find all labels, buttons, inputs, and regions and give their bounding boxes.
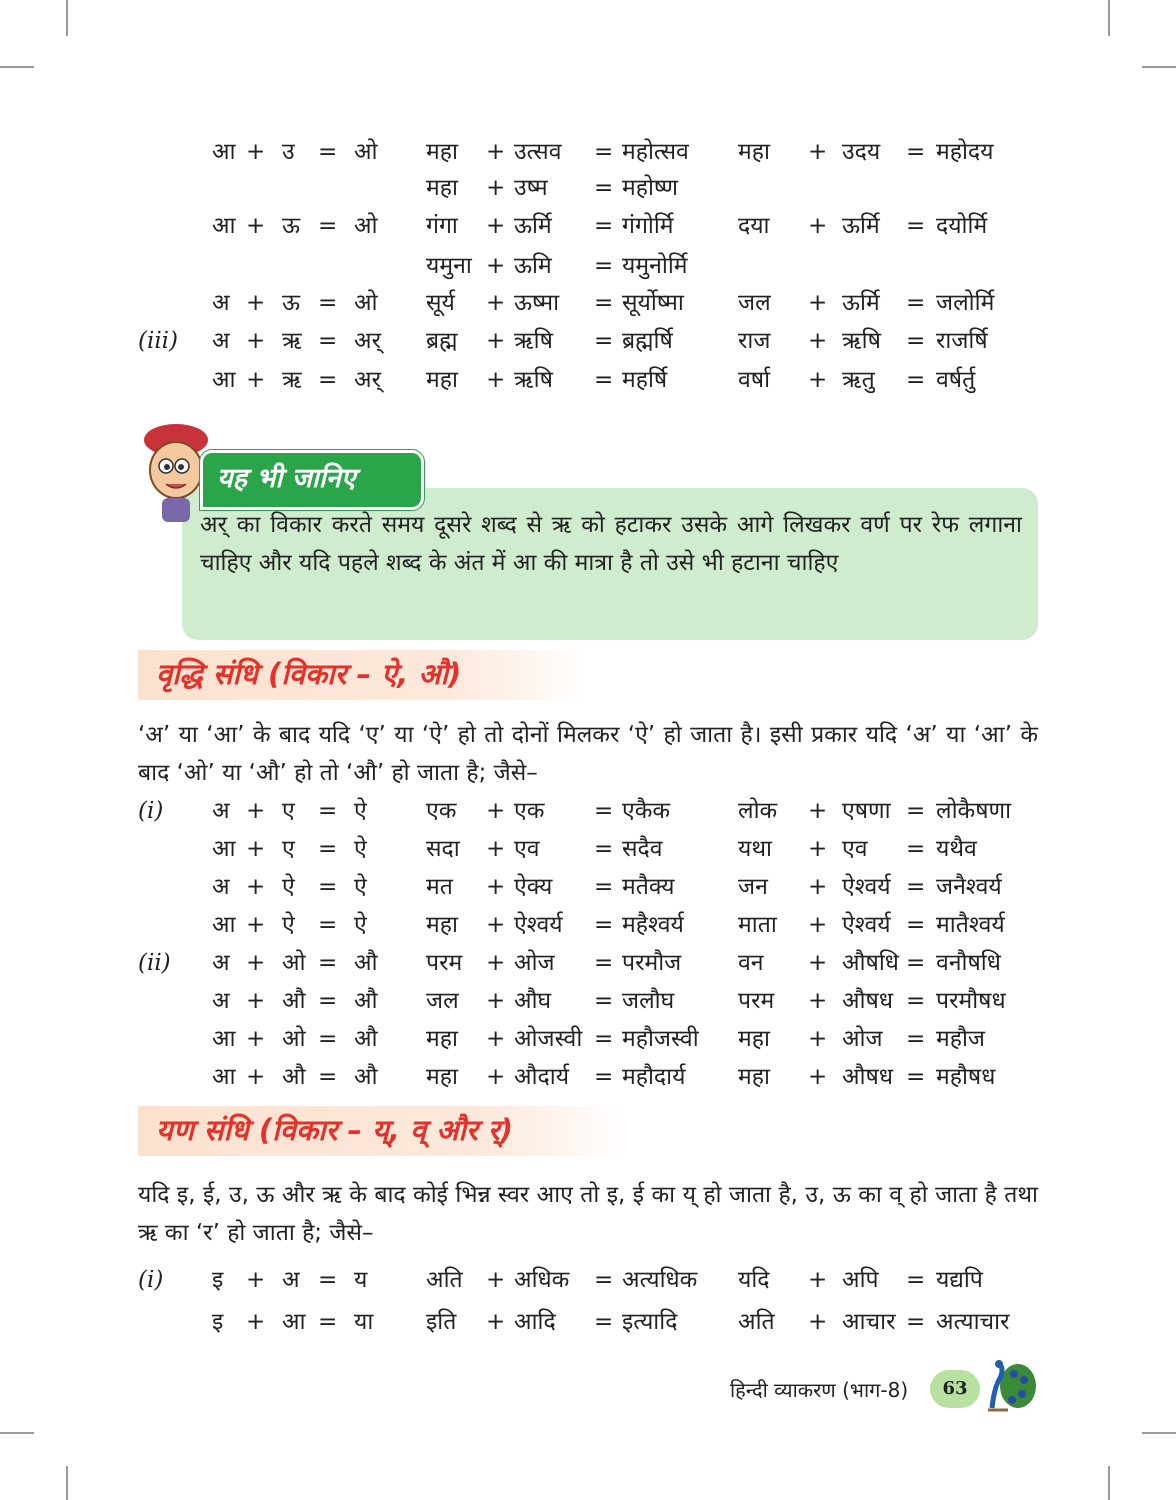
result-vowel: य bbox=[354, 1267, 368, 1293]
vowel-2: अ bbox=[282, 1267, 300, 1293]
compound-word: अत्यधिक bbox=[622, 1267, 698, 1293]
equals-sign: = bbox=[906, 290, 926, 316]
word-4: औषध bbox=[842, 988, 893, 1014]
word-1: इति bbox=[426, 1309, 457, 1335]
example-row bbox=[0, 248, 1100, 284]
word-3: वन bbox=[738, 950, 764, 976]
compound-word: दयोर्मि bbox=[936, 213, 988, 239]
example-row bbox=[0, 134, 1100, 170]
vowel-2: ऊ bbox=[282, 290, 301, 316]
equals-sign: = bbox=[906, 950, 926, 976]
plus-sign: + bbox=[486, 175, 506, 201]
plus-sign: + bbox=[246, 1309, 266, 1335]
plus-sign: + bbox=[486, 950, 506, 976]
plus-sign: + bbox=[486, 798, 506, 824]
vowel-1: आ bbox=[212, 1026, 236, 1052]
word-4: ऊर्मि bbox=[842, 290, 880, 316]
note-tag bbox=[200, 450, 424, 510]
compound-word: गंगोर्मि bbox=[622, 213, 674, 239]
equals-sign: = bbox=[318, 1309, 338, 1335]
compound-word: महौज bbox=[936, 1026, 985, 1052]
vowel-1: आ bbox=[212, 1064, 236, 1090]
compound-word: लोकैषणा bbox=[936, 798, 1012, 824]
word-3: दया bbox=[738, 213, 770, 239]
word-4: ऊर्मि bbox=[842, 213, 880, 239]
compound-word: यद्यपि bbox=[936, 1267, 983, 1293]
result-vowel: ओ bbox=[354, 139, 378, 165]
vowel-2: ए bbox=[282, 836, 295, 862]
example-row bbox=[0, 793, 1100, 829]
yan-heading: यण संधि (विकार – य्, व् और र्) bbox=[156, 1113, 514, 1147]
compound-word: परमौषध bbox=[936, 988, 1006, 1014]
equals-sign: = bbox=[906, 912, 926, 938]
word-2: आदि bbox=[514, 1309, 556, 1335]
note-text: अर् का विकार करते समय दूसरे शब्द से ऋ को हटाकर उसके आगे लिखकर वर्ण पर रेफ लगाना चाहिए और यदि पहले शब्द के अंत में आ की मात्रा है तो उसे भी हटाना चाहिए bbox=[200, 512, 1022, 576]
crop-mark bbox=[0, 1432, 34, 1434]
result-vowel: अर् bbox=[354, 367, 381, 393]
compound-word: यथैव bbox=[936, 836, 977, 862]
word-4: ऋषि bbox=[842, 328, 881, 354]
equals-sign: = bbox=[906, 988, 926, 1014]
plus-sign: + bbox=[808, 328, 828, 354]
word-4: ओज bbox=[842, 1026, 883, 1052]
word-4: एषणा bbox=[842, 798, 891, 824]
crop-mark bbox=[1108, 0, 1110, 36]
equals-sign: = bbox=[906, 798, 926, 824]
equals-sign: = bbox=[318, 139, 338, 165]
plus-sign: + bbox=[246, 213, 266, 239]
plus-sign: + bbox=[246, 988, 266, 1014]
example-row bbox=[0, 1262, 1100, 1298]
equals-sign: = bbox=[906, 139, 926, 165]
vriddhi-intro: ‘अ’ या ‘आ’ के बाद यदि ‘ए’ या ‘ऐ’ हो तो दोनों मिलकर ‘ऐ’ हो जाता है। इसी प्रकार यदि ‘अ’ या ‘आ’ के बाद ‘ओ’ या ‘औ’ हो तो ‘औ’ हो जाता है; जैसे– bbox=[138, 722, 1038, 786]
word-4: एव bbox=[842, 836, 868, 862]
equals-sign: = bbox=[906, 836, 926, 862]
vowel-2: ओ bbox=[282, 950, 306, 976]
compound-word: सूर्योष्मा bbox=[622, 290, 684, 316]
example-row bbox=[0, 323, 1100, 359]
compound-word: सदैव bbox=[622, 836, 663, 862]
word-2: उष्म bbox=[514, 175, 548, 201]
equals-sign: = bbox=[594, 912, 614, 938]
vowel-2: ऋ bbox=[282, 328, 302, 354]
vowel-2: औ bbox=[282, 988, 306, 1014]
vowel-1: इ bbox=[212, 1267, 224, 1293]
word-2: ऊर्मि bbox=[514, 213, 552, 239]
plus-sign: + bbox=[246, 290, 266, 316]
crop-mark bbox=[66, 0, 68, 36]
equals-sign: = bbox=[906, 1064, 926, 1090]
plus-sign: + bbox=[246, 836, 266, 862]
plus-sign: + bbox=[808, 1309, 828, 1335]
vowel-2: ऊ bbox=[282, 213, 301, 239]
yan-intro: यदि इ, ई, उ, ऊ और ऋ के बाद कोई भिन्न स्वर आए तो इ, ई का य् हो जाता है, उ, ऊ का व् हो जाता है तथा ऋ का ‘र’ हो जाता है; जैसे– bbox=[138, 1182, 1038, 1246]
result-vowel: या bbox=[354, 1309, 374, 1335]
word-1: महा bbox=[426, 175, 458, 201]
crop-mark bbox=[0, 66, 34, 68]
word-4: ऐश्वर्य bbox=[842, 912, 891, 938]
word-3: महा bbox=[738, 139, 770, 165]
example-row bbox=[0, 170, 1100, 206]
result-vowel: अर् bbox=[354, 328, 381, 354]
vowel-1: आ bbox=[212, 912, 236, 938]
equals-sign: = bbox=[906, 1309, 926, 1335]
equals-sign: = bbox=[594, 213, 614, 239]
vowel-1: इ bbox=[212, 1309, 224, 1335]
word-3: यदि bbox=[738, 1267, 770, 1293]
plus-sign: + bbox=[246, 367, 266, 393]
section-heading-box bbox=[138, 650, 586, 700]
crop-mark bbox=[66, 1466, 68, 1500]
equals-sign: = bbox=[906, 874, 926, 900]
compound-word: राजर्षि bbox=[936, 328, 988, 354]
plus-sign: + bbox=[808, 367, 828, 393]
equals-sign: = bbox=[906, 213, 926, 239]
example-row bbox=[0, 869, 1100, 905]
example-row bbox=[0, 1059, 1100, 1095]
word-1: महा bbox=[426, 912, 458, 938]
word-4: ऋतु bbox=[842, 367, 875, 393]
plus-sign: + bbox=[486, 213, 506, 239]
plus-sign: + bbox=[486, 836, 506, 862]
compound-word: वनौषधि bbox=[936, 950, 1001, 976]
equals-sign: = bbox=[318, 836, 338, 862]
compound-word: परमौज bbox=[622, 950, 682, 976]
word-1: महा bbox=[426, 1064, 458, 1090]
plus-sign: + bbox=[486, 253, 506, 279]
roman-numeral: (i) bbox=[138, 1267, 164, 1293]
compound-word: वर्षर्तु bbox=[936, 367, 976, 393]
word-1: जल bbox=[426, 988, 459, 1014]
word-2: ऋषि bbox=[514, 367, 553, 393]
compound-word: मातैश्वर्य bbox=[936, 912, 1005, 938]
word-3: महा bbox=[738, 1064, 770, 1090]
equals-sign: = bbox=[594, 328, 614, 354]
word-4: आचार bbox=[842, 1309, 896, 1335]
plus-sign: + bbox=[808, 988, 828, 1014]
compound-word: जलोर्मि bbox=[936, 290, 995, 316]
word-3: माता bbox=[738, 912, 777, 938]
plus-sign: + bbox=[246, 912, 266, 938]
word-2: औदार्य bbox=[514, 1064, 570, 1090]
plus-sign: + bbox=[486, 1267, 506, 1293]
plus-sign: + bbox=[246, 1267, 266, 1293]
compound-word: महर्षि bbox=[622, 367, 668, 393]
note-box bbox=[182, 488, 1038, 640]
equals-sign: = bbox=[318, 213, 338, 239]
equals-sign: = bbox=[318, 1267, 338, 1293]
equals-sign: = bbox=[318, 290, 338, 316]
result-vowel: ऐ bbox=[354, 836, 367, 862]
word-3: जन bbox=[738, 874, 768, 900]
word-3: राज bbox=[738, 328, 771, 354]
result-vowel: औ bbox=[354, 1064, 378, 1090]
plus-sign: + bbox=[246, 139, 266, 165]
page-number: 63 bbox=[930, 1370, 980, 1408]
plus-sign: + bbox=[808, 213, 828, 239]
plus-sign: + bbox=[808, 139, 828, 165]
word-1: परम bbox=[426, 950, 463, 976]
plus-sign: + bbox=[486, 874, 506, 900]
vowel-2: ओ bbox=[282, 1026, 306, 1052]
word-1: ब्रह्म bbox=[426, 328, 458, 354]
word-1: महा bbox=[426, 367, 458, 393]
vowel-1: आ bbox=[212, 836, 236, 862]
word-2: ऊमि bbox=[514, 253, 552, 279]
vowel-1: अ bbox=[212, 874, 230, 900]
example-row bbox=[0, 983, 1100, 1019]
word-2: ऐक्य bbox=[514, 874, 553, 900]
vowel-1: आ bbox=[212, 213, 236, 239]
note-title: यह भी जानिए bbox=[217, 463, 356, 494]
vowel-2: ए bbox=[282, 798, 295, 824]
word-3: परम bbox=[738, 988, 775, 1014]
vowel-1: आ bbox=[212, 367, 236, 393]
equals-sign: = bbox=[906, 1267, 926, 1293]
compound-word: महैश्वर्य bbox=[622, 912, 684, 938]
word-1: सूर्य bbox=[426, 290, 455, 316]
result-vowel: औ bbox=[354, 988, 378, 1014]
example-row bbox=[0, 362, 1100, 398]
equals-sign: = bbox=[906, 367, 926, 393]
vriddhi-heading: वृद्धि संधि (विकार – ऐ, औ) bbox=[156, 657, 462, 691]
example-row bbox=[0, 1304, 1100, 1340]
plus-sign: + bbox=[246, 950, 266, 976]
compound-word: महौजस्वी bbox=[622, 1026, 699, 1052]
result-vowel: ऐ bbox=[354, 912, 367, 938]
word-3: अति bbox=[738, 1309, 775, 1335]
word-2: औघ bbox=[514, 988, 552, 1014]
word-3: जल bbox=[738, 290, 771, 316]
result-vowel: ऐ bbox=[354, 874, 367, 900]
word-2: एक bbox=[514, 798, 545, 824]
crop-mark bbox=[1108, 1466, 1110, 1500]
equals-sign: = bbox=[594, 836, 614, 862]
plus-sign: + bbox=[808, 912, 828, 938]
example-row bbox=[0, 1021, 1100, 1057]
compound-word: महोत्सव bbox=[622, 139, 689, 165]
vowel-1: अ bbox=[212, 798, 230, 824]
equals-sign: = bbox=[318, 988, 338, 1014]
plus-sign: + bbox=[246, 798, 266, 824]
vowel-2: आ bbox=[282, 1309, 306, 1335]
equals-sign: = bbox=[318, 1026, 338, 1052]
example-row bbox=[0, 945, 1100, 981]
roman-numeral: (i) bbox=[138, 798, 164, 824]
compound-word: एकैक bbox=[622, 798, 671, 824]
equals-sign: = bbox=[594, 798, 614, 824]
vowel-2: ऐ bbox=[282, 912, 295, 938]
word-2: ऋषि bbox=[514, 328, 553, 354]
equals-sign: = bbox=[594, 367, 614, 393]
vowel-1: अ bbox=[212, 290, 230, 316]
compound-word: इत्यादि bbox=[622, 1309, 678, 1335]
roman-numeral: (ii) bbox=[138, 950, 171, 976]
plus-sign: + bbox=[486, 1064, 506, 1090]
compound-word: जलौघ bbox=[622, 988, 675, 1014]
equals-sign: = bbox=[594, 1026, 614, 1052]
word-1: महा bbox=[426, 1026, 458, 1052]
equals-sign: = bbox=[906, 1026, 926, 1052]
example-row bbox=[0, 285, 1100, 321]
compound-word: महौदार्य bbox=[622, 1064, 686, 1090]
equals-sign: = bbox=[318, 1064, 338, 1090]
compound-word: मतैक्य bbox=[622, 874, 675, 900]
plus-sign: + bbox=[808, 874, 828, 900]
compound-word: महोष्ण bbox=[622, 175, 678, 201]
plus-sign: + bbox=[486, 328, 506, 354]
equals-sign: = bbox=[594, 874, 614, 900]
example-row bbox=[0, 831, 1100, 867]
result-vowel: ऐ bbox=[354, 798, 367, 824]
equals-sign: = bbox=[594, 950, 614, 976]
word-4: उदय bbox=[842, 139, 881, 165]
equals-sign: = bbox=[318, 798, 338, 824]
equals-sign: = bbox=[594, 253, 614, 279]
equals-sign: = bbox=[594, 139, 614, 165]
equals-sign: = bbox=[318, 950, 338, 976]
word-2: ओजस्वी bbox=[514, 1026, 583, 1052]
equals-sign: = bbox=[594, 1309, 614, 1335]
compound-word: महौषध bbox=[936, 1064, 996, 1090]
peacock-icon bbox=[978, 1358, 1038, 1414]
plus-sign: + bbox=[808, 798, 828, 824]
result-vowel: औ bbox=[354, 1026, 378, 1052]
word-2: उत्सव bbox=[514, 139, 562, 165]
plus-sign: + bbox=[246, 1026, 266, 1052]
plus-sign: + bbox=[246, 328, 266, 354]
plus-sign: + bbox=[246, 1064, 266, 1090]
word-1: सदा bbox=[426, 836, 460, 862]
equals-sign: = bbox=[594, 988, 614, 1014]
equals-sign: = bbox=[594, 290, 614, 316]
book-title: हिन्दी व्याकरण (भाग-8) bbox=[730, 1378, 909, 1402]
compound-word: यमुनोर्मि bbox=[622, 253, 688, 279]
equals-sign: = bbox=[594, 1064, 614, 1090]
word-4: अपि bbox=[842, 1267, 879, 1293]
vowel-2: उ bbox=[282, 139, 295, 165]
plus-sign: + bbox=[486, 139, 506, 165]
result-vowel: औ bbox=[354, 950, 378, 976]
word-1: अति bbox=[426, 1267, 463, 1293]
word-4: ऐश्वर्य bbox=[842, 874, 891, 900]
word-3: महा bbox=[738, 1026, 770, 1052]
crop-mark bbox=[1142, 1432, 1176, 1434]
vowel-2: ऐ bbox=[282, 874, 295, 900]
example-row bbox=[0, 208, 1100, 244]
example-row bbox=[0, 907, 1100, 943]
plus-sign: + bbox=[246, 874, 266, 900]
crop-mark bbox=[1142, 66, 1176, 68]
vowel-1: अ bbox=[212, 950, 230, 976]
compound-word: अत्याचार bbox=[936, 1309, 1010, 1335]
vowel-1: अ bbox=[212, 328, 230, 354]
result-vowel: ओ bbox=[354, 290, 378, 316]
compound-word: जनैश्वर्य bbox=[936, 874, 1002, 900]
section-heading-box bbox=[138, 1106, 628, 1156]
plus-sign: + bbox=[486, 912, 506, 938]
word-1: मत bbox=[426, 874, 453, 900]
word-3: लोक bbox=[738, 798, 778, 824]
word-4: औषध bbox=[842, 1064, 893, 1090]
vowel-2: औ bbox=[282, 1064, 306, 1090]
word-1: यमुना bbox=[426, 253, 472, 279]
vowel-2: ऋ bbox=[282, 367, 302, 393]
equals-sign: = bbox=[318, 874, 338, 900]
word-1: महा bbox=[426, 139, 458, 165]
plus-sign: + bbox=[808, 290, 828, 316]
plus-sign: + bbox=[808, 836, 828, 862]
roman-numeral: (iii) bbox=[138, 328, 179, 354]
vowel-1: आ bbox=[212, 139, 236, 165]
plus-sign: + bbox=[486, 367, 506, 393]
plus-sign: + bbox=[808, 1064, 828, 1090]
word-1: गंगा bbox=[426, 213, 458, 239]
word-3: वर्षा bbox=[738, 367, 771, 393]
plus-sign: + bbox=[808, 1267, 828, 1293]
plus-sign: + bbox=[486, 290, 506, 316]
plus-sign: + bbox=[808, 950, 828, 976]
equals-sign: = bbox=[594, 175, 614, 201]
compound-word: ब्रह्मर्षि bbox=[622, 328, 673, 354]
plus-sign: + bbox=[808, 1026, 828, 1052]
word-2: ऊष्मा bbox=[514, 290, 560, 316]
word-1: एक bbox=[426, 798, 457, 824]
equals-sign: = bbox=[906, 328, 926, 354]
word-3: यथा bbox=[738, 836, 772, 862]
word-2: अधिक bbox=[514, 1267, 570, 1293]
equals-sign: = bbox=[318, 912, 338, 938]
equals-sign: = bbox=[318, 367, 338, 393]
word-4: औषधि bbox=[842, 950, 899, 976]
word-2: ऐश्वर्य bbox=[514, 912, 563, 938]
word-2: एव bbox=[514, 836, 540, 862]
vowel-1: अ bbox=[212, 988, 230, 1014]
plus-sign: + bbox=[486, 1026, 506, 1052]
equals-sign: = bbox=[318, 328, 338, 354]
plus-sign: + bbox=[486, 1309, 506, 1335]
result-vowel: ओ bbox=[354, 213, 378, 239]
compound-word: महोदय bbox=[936, 139, 994, 165]
plus-sign: + bbox=[486, 988, 506, 1014]
equals-sign: = bbox=[594, 1267, 614, 1293]
word-2: ओज bbox=[514, 950, 555, 976]
